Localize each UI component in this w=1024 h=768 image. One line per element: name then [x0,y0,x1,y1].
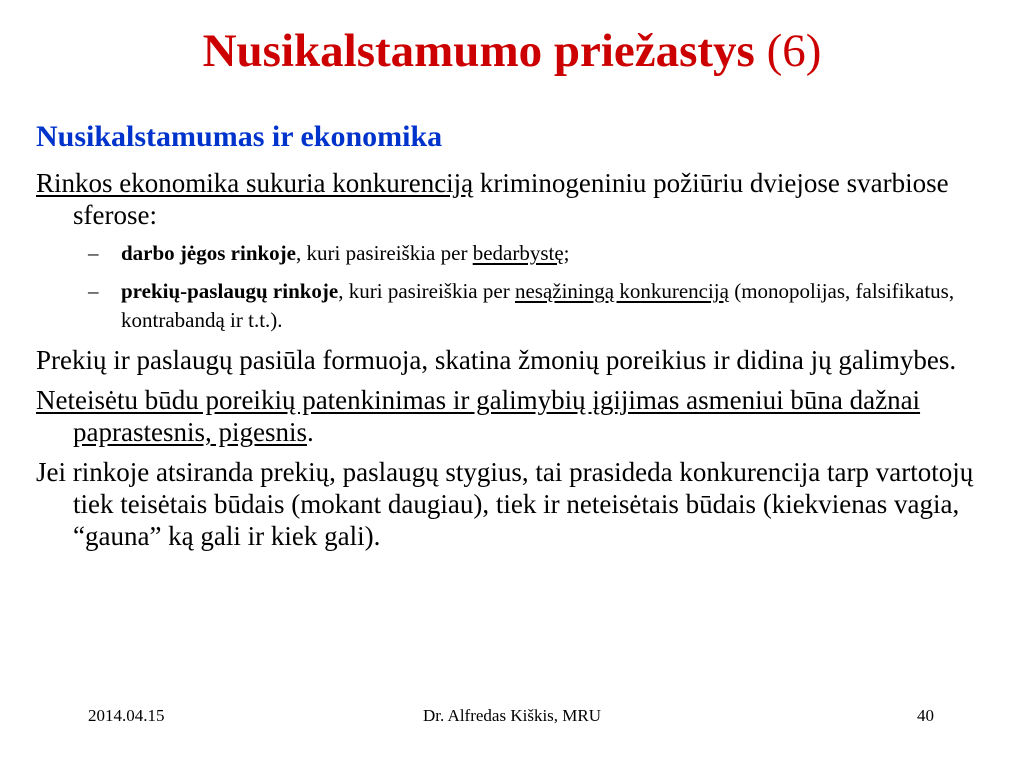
paragraph-text: kriminogeniniu požiūriu dviejose svarbiose sferose: [73,168,949,230]
section-heading: Nusikalstamumas ir ekonomika [36,120,443,153]
slide-title-number: (6) [766,25,822,77]
sub-item-end: (monopolijas, falsifikatus, kontrabandą ir t.t.). [121,279,955,332]
paragraph-market-competition [36,167,996,231]
bold-term: darbo jėgos rinkoje [121,241,296,265]
sub-item-end: ; [563,241,570,265]
paragraph-end: . [306,417,314,447]
dash-bullet: – [88,279,99,303]
sub-item-text: , kuri pasireiškia per [296,241,473,265]
footer-author: Dr. Alfredas Kiškis, MRU [422,706,602,725]
slide-title [0,22,1024,80]
sub-item-text: , kuri pasireiškia per [338,279,515,303]
paragraph-shortage: Jei rinkoje atsiranda prekių, paslaugų stygius, tai prasideda konkurencija tarp vartotojų tiek teisėtais būdais (mokant daugiau), tiek ir neteisėtais būdais (kiekvienas vagia, “gauna” ką gali ir kiek gali). [36,457,974,551]
underlined-term: bedarbystę [472,241,564,265]
paragraph-supply: Prekių ir paslaugų pasiūla formuoja, skatina žmonių poreikius ir didina jų galimybes. [36,345,957,375]
footer-page-number: 40 [917,706,934,725]
slide-body [36,120,996,560]
underlined-phrase: Neteisėtu būdu poreikių patenkinimas ir galimybių įgijimas asmeniui būna dažnai paprastesnis, pigesnis [36,385,921,447]
bold-term: prekių-paslaugų rinkoje [121,279,339,303]
underlined-term: nesąžiningą konkurenciją [514,279,729,303]
sub-item-labor-market [36,239,996,268]
footer-date: 2014.04.15 [88,706,165,725]
dash-bullet: – [88,241,99,265]
underlined-phrase: Rinkos ekonomika sukuria konkurenciją [36,168,474,198]
sub-item-goods-market [36,277,996,335]
slide-title-main: Nusikalstamumo priežastys [202,25,755,77]
paragraph-illegal-means [36,384,996,448]
